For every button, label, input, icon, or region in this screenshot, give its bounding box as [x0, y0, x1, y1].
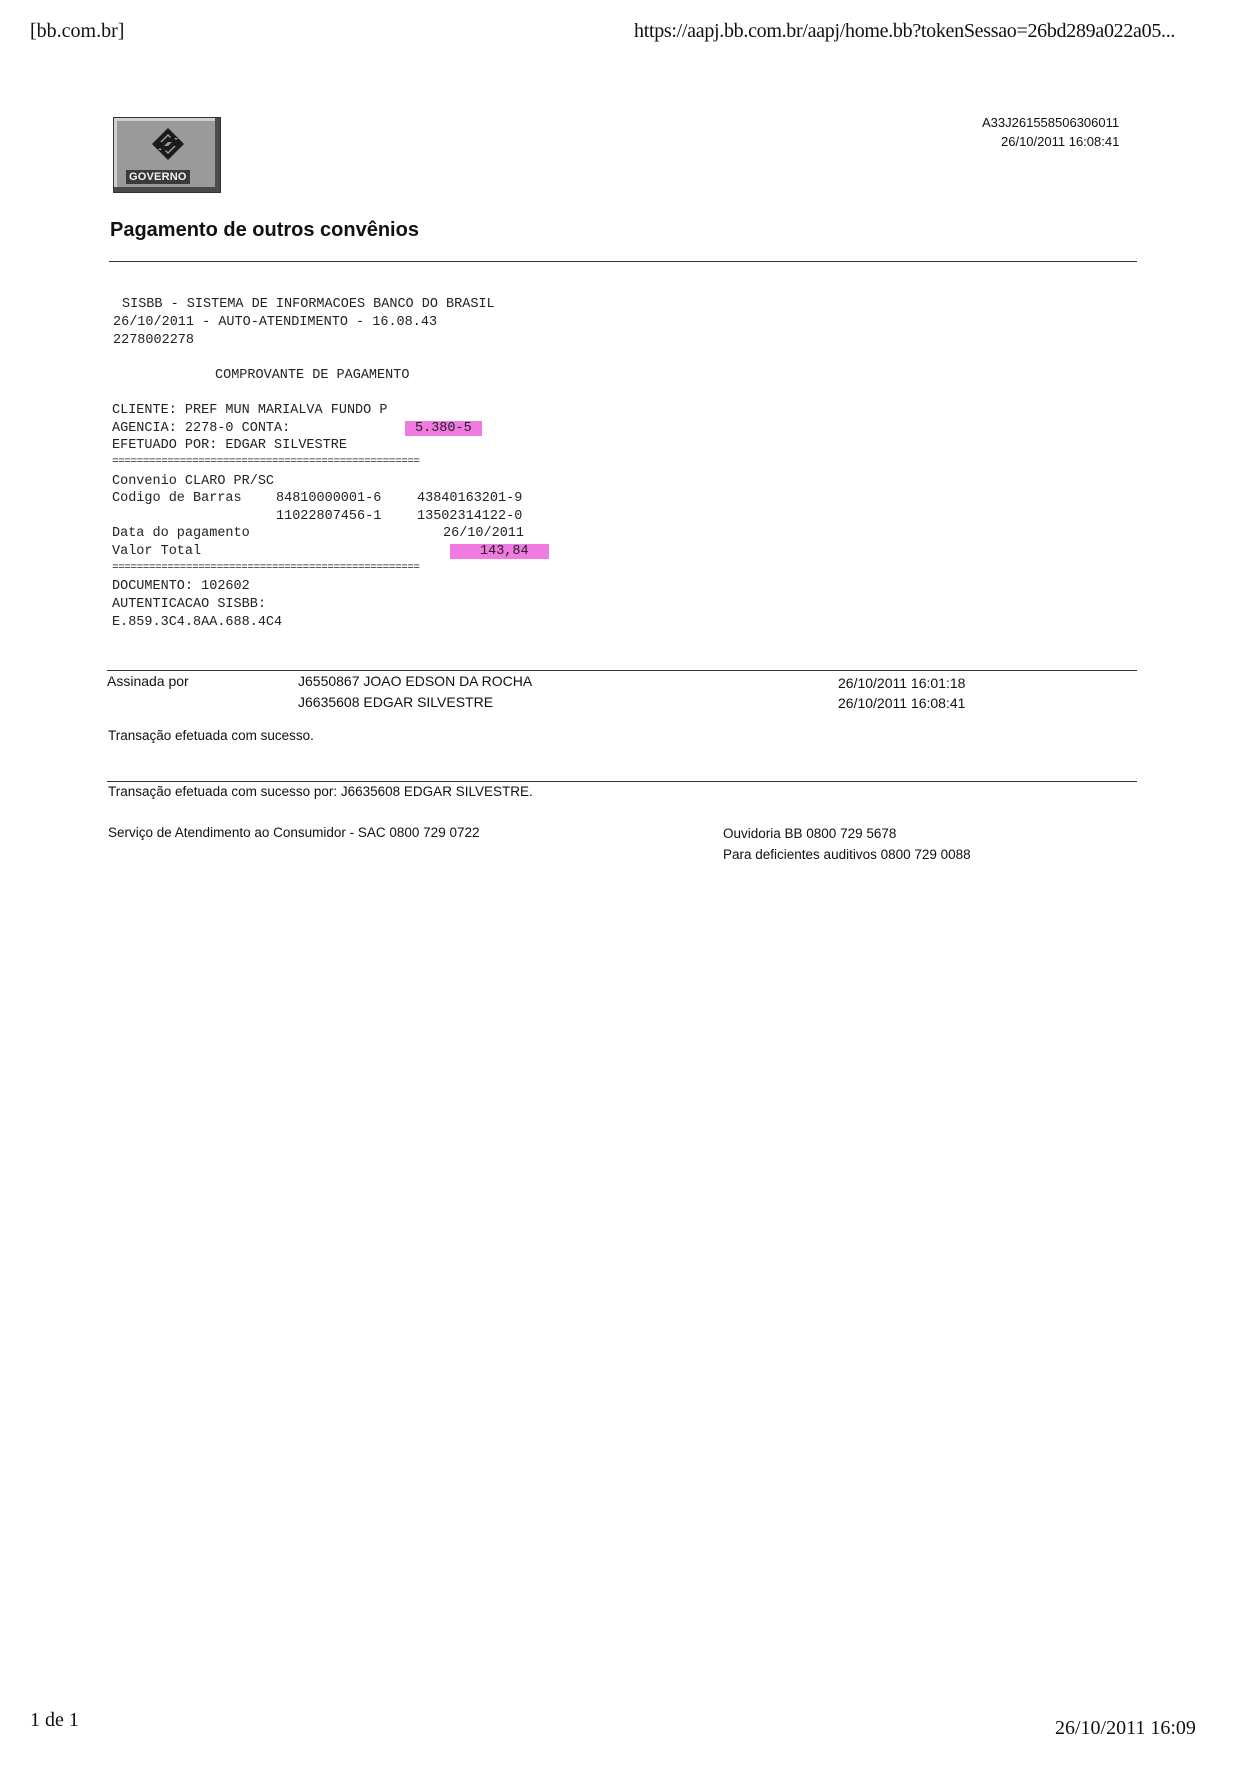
banco-do-brasil-logo-icon	[150, 126, 186, 162]
deficientes-contact: Para deficientes auditivos 0800 729 0088	[723, 847, 971, 862]
receipt-agencia-label: AGENCIA: 2278-0 CONTA:	[112, 421, 291, 436]
receipt-barcode-2b: 13502314122-0	[417, 509, 523, 524]
transaction-success-by: Transação efetuada com sucesso por: J6635608 EDGAR SILVESTRE.	[108, 784, 533, 799]
document-id: A33J261558506306011	[982, 115, 1120, 130]
receipt-autenticacao-label: AUTENTICACAO SISBB:	[112, 597, 266, 612]
browser-header-url[interactable]: https://aapj.bb.com.br/aapj/home.bb?tokenSessao=26bd289a022a05...	[634, 20, 1176, 42]
receipt-terminal-line: 2278002278	[113, 333, 195, 348]
sac-contact: Serviço de Atendimento ao Consumidor - SAC 0800 729 0722	[108, 825, 480, 840]
receipt-data-value: 26/10/2011	[443, 526, 525, 541]
signer-1-name: J6550867 JOAO EDSON DA ROCHA	[298, 673, 533, 689]
page-title: Pagamento de outros convênios	[110, 219, 419, 241]
receipt-barcode-1a: 84810000001-6	[276, 491, 382, 506]
conta-highlight: 5.380-5	[405, 421, 482, 436]
receipt-valor-label: Valor Total	[112, 544, 202, 559]
receipt-documento: DOCUMENTO: 102602	[112, 579, 250, 594]
receipt-system-line: SISBB - SISTEMA DE INFORMACOES BANCO DO BRASIL	[122, 297, 495, 312]
document-timestamp: 26/10/2011 16:08:41	[1001, 134, 1120, 149]
receipt-separator-2: ==================================================	[112, 562, 420, 574]
receipt-heading: COMPROVANTE DE PAGAMENTO	[215, 368, 410, 383]
receipt-convenio: Convenio CLARO PR/SC	[112, 474, 275, 489]
banco-do-brasil-logo	[113, 117, 221, 193]
transaction-status: Transação efetuada com sucesso.	[108, 728, 314, 743]
browser-footer-page: 1 de 1	[30, 1709, 79, 1731]
signer-2-name: J6635608 EDGAR SILVESTRE	[298, 694, 494, 710]
title-divider	[109, 261, 1137, 262]
receipt-barcode-label: Codigo de Barras	[112, 491, 242, 506]
logo-label: GOVERNO	[126, 170, 190, 184]
receipt-separator: ==================================================	[112, 456, 420, 468]
receipt-conta-value	[405, 420, 482, 438]
receipt-data-label: Data do pagamento	[112, 526, 250, 541]
receipt-barcode-2a: 11022807456-1	[276, 509, 382, 524]
browser-header-site: [bb.com.br]	[30, 20, 125, 42]
signature-divider	[107, 670, 1137, 671]
receipt-autenticacao-value: E.859.3C4.8AA.688.4C4	[112, 615, 283, 630]
receipt-efetuado: EFETUADO POR: EDGAR SILVESTRE	[112, 438, 347, 453]
ouvidoria-contact: Ouvidoria BB 0800 729 5678	[723, 826, 897, 841]
receipt-cliente: CLIENTE: PREF MUN MARIALVA FUNDO P	[112, 403, 388, 418]
receipt-barcode-1b: 43840163201-9	[417, 491, 523, 506]
receipt-valor-value	[450, 543, 549, 561]
valor-highlight: 143,84	[450, 544, 549, 559]
signer-1-datetime: 26/10/2011 16:01:18	[838, 675, 966, 691]
signer-2-datetime: 26/10/2011 16:08:41	[838, 695, 966, 711]
footer-divider	[107, 781, 1137, 782]
browser-footer-datetime: 26/10/2011 16:09	[1055, 1717, 1196, 1739]
receipt-date-line: 26/10/2011 - AUTO-ATENDIMENTO - 16.08.43	[113, 315, 438, 330]
signed-by-label: Assinada por	[107, 673, 189, 689]
